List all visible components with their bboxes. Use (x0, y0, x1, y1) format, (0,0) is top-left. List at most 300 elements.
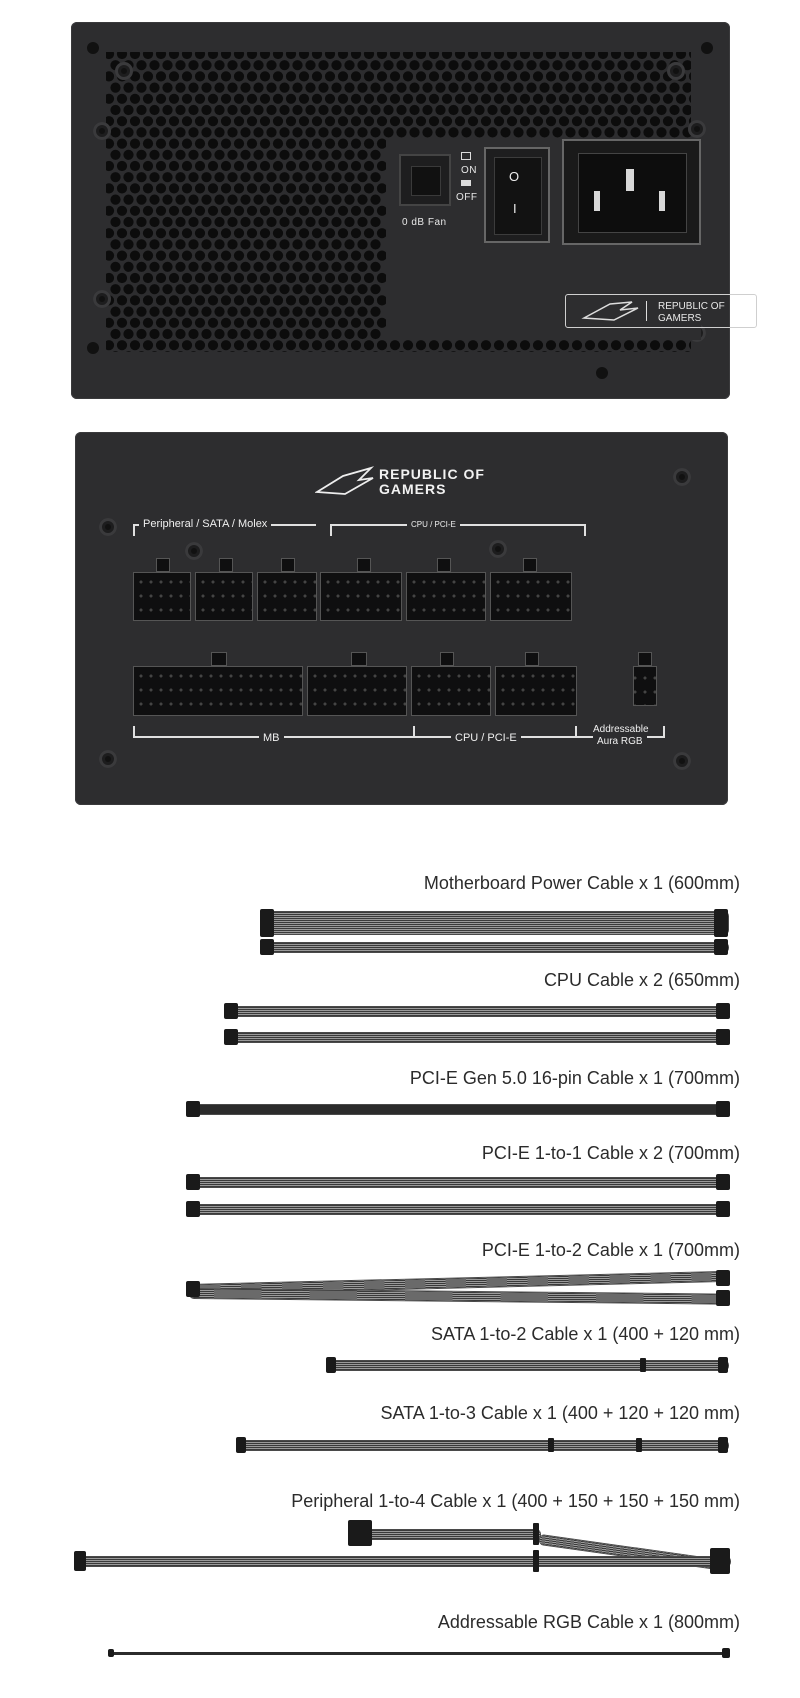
vent-hole (520, 49, 530, 59)
vent-hole (721, 374, 730, 384)
cpu-pcie-port-2[interactable] (406, 572, 486, 621)
vent-hole (214, 284, 224, 294)
vent-hole (253, 172, 263, 182)
vent-hole (240, 105, 250, 115)
vent-hole (559, 94, 569, 104)
vent-hole (422, 351, 432, 361)
vent-hole (234, 295, 244, 305)
vent-hole (286, 183, 296, 193)
connector-latch (357, 558, 371, 572)
vent-hole (247, 161, 257, 171)
badge-brand-line2: GAMERS (658, 313, 702, 324)
vent-hole (513, 127, 523, 137)
vent-hole (487, 127, 497, 137)
vent-hole (149, 307, 159, 317)
vent-hole (182, 340, 192, 350)
vent-hole (318, 239, 328, 249)
connector-latch (156, 558, 170, 572)
vent-hole (494, 94, 504, 104)
vent-hole (338, 228, 348, 238)
vent-hole (513, 105, 523, 115)
vent-hole (299, 251, 309, 261)
vent-hole (663, 49, 673, 59)
vent-hole (273, 183, 283, 193)
vent-hole (266, 83, 276, 93)
vent-hole (195, 71, 205, 81)
vent-hole (156, 206, 166, 216)
vent-hole (364, 340, 374, 350)
vent-hole (611, 340, 621, 350)
vent-hole (162, 83, 172, 93)
vent-hole (318, 150, 328, 160)
argb-port[interactable] (633, 666, 657, 706)
vent-hole (123, 374, 133, 384)
vent-hole (240, 60, 250, 70)
vent-hole (143, 49, 153, 59)
inlet-pin (659, 191, 665, 211)
vent-hole (234, 139, 244, 149)
vent-hole (253, 195, 263, 205)
vent-hole (299, 363, 309, 373)
vent-hole (266, 329, 276, 339)
ac-power-inlet[interactable] (562, 139, 701, 245)
vent-hole (338, 161, 348, 171)
vent-hole (279, 284, 289, 294)
vent-hole (260, 49, 270, 59)
vent-hole (286, 295, 296, 305)
vent-hole (162, 262, 172, 272)
vent-hole (162, 374, 172, 384)
vent-hole (279, 83, 289, 93)
vent-hole (416, 94, 426, 104)
vent-hole (370, 172, 380, 182)
vent-hole (305, 83, 315, 93)
vent-hole (396, 105, 406, 115)
vent-hole (156, 295, 166, 305)
mb-port-1[interactable] (133, 666, 303, 716)
vent-hole (214, 60, 224, 70)
vent-hole (208, 71, 218, 81)
vent-hole (526, 374, 536, 384)
vent-hole (240, 262, 250, 272)
vent-hole (546, 340, 556, 350)
vent-hole (461, 83, 471, 93)
vent-hole (351, 295, 361, 305)
vent-hole (195, 116, 205, 126)
vent-hole (201, 150, 211, 160)
vent-hole (403, 71, 413, 81)
vent-hole (299, 116, 309, 126)
vent-hole (227, 150, 237, 160)
vent-hole (617, 127, 627, 137)
vent-hole (331, 374, 341, 384)
vent-hole (546, 94, 556, 104)
peripheral-port-1[interactable] (133, 572, 191, 621)
vent-hole (117, 49, 127, 59)
vent-hole (325, 49, 335, 59)
vent-hole (253, 239, 263, 249)
vent-hole (656, 127, 666, 137)
screw-icon (667, 62, 685, 80)
vent-hole (370, 217, 380, 227)
vent-hole (676, 363, 686, 373)
vent-hole (689, 49, 699, 59)
vent-hole (357, 239, 367, 249)
vent-hole (188, 60, 198, 70)
vent-hole (292, 127, 302, 137)
vent-hole (331, 105, 341, 115)
vent-hole (669, 374, 679, 384)
vent-hole (214, 262, 224, 272)
vent-hole (370, 374, 380, 384)
vent-hole (117, 94, 127, 104)
vent-hole (695, 105, 705, 115)
power-off-symbol: I (513, 201, 517, 216)
vent-hole (611, 116, 621, 126)
mount-hole (596, 367, 608, 379)
vent-hole (461, 127, 471, 137)
vent-hole (539, 351, 549, 361)
vent-hole (221, 49, 231, 59)
vent-hole (468, 49, 478, 59)
vent-hole (169, 71, 179, 81)
vent-hole (585, 49, 595, 59)
connector-latch (525, 652, 539, 666)
cpu-pcie-port-1[interactable] (320, 572, 402, 621)
vent-hole (468, 94, 478, 104)
cable-cpu-1 (228, 1007, 726, 1016)
vent-hole (247, 228, 257, 238)
vent-hole (182, 295, 192, 305)
vent-hole (338, 318, 348, 328)
vent-hole (149, 60, 159, 70)
vent-hole (182, 139, 192, 149)
vent-hole (461, 60, 471, 70)
cable-motherboard-2 (266, 943, 728, 952)
vent-hole (123, 83, 133, 93)
vent-hole (266, 60, 276, 70)
vent-hole (221, 273, 231, 283)
power-switch[interactable] (484, 147, 550, 243)
vent-hole (227, 172, 237, 182)
vent-hole (266, 195, 276, 205)
vent-hole (461, 351, 471, 361)
vent-hole (682, 105, 692, 115)
peripheral-port-2[interactable] (195, 572, 253, 621)
cable-pcie-gen5 (190, 1105, 726, 1114)
vent-hole (643, 374, 653, 384)
vent-hole (149, 262, 159, 272)
vent-hole (650, 49, 660, 59)
vent-hole (663, 340, 673, 350)
vent-hole (247, 183, 257, 193)
brand-line1: REPUBLIC OF (379, 466, 485, 482)
vent-hole (162, 307, 172, 317)
vent-hole (110, 284, 120, 294)
vent-hole (305, 172, 315, 182)
vent-hole (708, 351, 718, 361)
vent-hole (234, 363, 244, 373)
vent-hole (273, 340, 283, 350)
vent-hole (292, 262, 302, 272)
cable-pcie-1to1-2 (190, 1205, 726, 1214)
vent-hole (260, 139, 270, 149)
vent-hole (188, 217, 198, 227)
vent-hole (442, 94, 452, 104)
vent-hole (182, 206, 192, 216)
vent-hole (292, 217, 302, 227)
pcie-16pin-port[interactable] (490, 572, 572, 621)
vent-hole (552, 83, 562, 93)
connector-latch (523, 558, 537, 572)
vent-hole (416, 363, 426, 373)
vent-hole (182, 318, 192, 328)
vent-hole (474, 374, 484, 384)
vent-hole (338, 94, 348, 104)
zero-db-fan-button[interactable] (399, 154, 451, 206)
vent-hole (201, 262, 211, 272)
brand-line2: GAMERS (379, 481, 447, 497)
vent-hole (130, 94, 140, 104)
vent-hole (637, 363, 647, 373)
vent-hole (305, 195, 315, 205)
vent-hole (260, 363, 270, 373)
vent-hole (110, 150, 120, 160)
vent-hole (572, 49, 582, 59)
vent-hole (117, 161, 127, 171)
vent-hole (279, 195, 289, 205)
vent-hole (507, 94, 517, 104)
vent-hole (351, 206, 361, 216)
vent-hole (214, 374, 224, 384)
screw-icon (99, 518, 117, 536)
vent-hole (487, 83, 497, 93)
vent-hole (312, 116, 322, 126)
vent-hole (221, 318, 231, 328)
vent-hole (305, 105, 315, 115)
mount-hole (87, 342, 99, 354)
vent-hole (565, 127, 575, 137)
vent-hole (175, 374, 185, 384)
vent-hole (123, 351, 133, 361)
vent-hole (227, 374, 237, 384)
vent-hole (370, 284, 380, 294)
vent-hole (182, 161, 192, 171)
vent-hole (292, 195, 302, 205)
vent-hole (136, 105, 146, 115)
vent-hole (292, 284, 302, 294)
vent-hole (305, 374, 315, 384)
vent-hole (331, 239, 341, 249)
connector-plug (716, 1101, 730, 1117)
vent-hole (208, 228, 218, 238)
vent-hole (175, 329, 185, 339)
vent-hole (578, 374, 588, 384)
vent-hole (318, 60, 328, 70)
vent-hole (156, 228, 166, 238)
vent-hole (201, 329, 211, 339)
vent-hole (305, 217, 315, 227)
mb-port-2[interactable] (307, 666, 407, 716)
vent-hole (559, 71, 569, 81)
vent-hole (136, 262, 146, 272)
connector-plug (348, 1520, 372, 1546)
power-on-symbol: O (509, 169, 520, 184)
vent-hole (695, 83, 705, 93)
vent-hole (110, 307, 120, 317)
vent-hole (552, 105, 562, 115)
vent-hole (162, 105, 172, 115)
cable-sata-1to2 (330, 1361, 728, 1370)
vent-hole (715, 363, 725, 373)
vent-hole (715, 71, 725, 81)
vent-hole (533, 116, 543, 126)
vent-hole (227, 351, 237, 361)
vent-hole (331, 217, 341, 227)
vent-hole (338, 183, 348, 193)
vent-hole (624, 71, 634, 81)
vent-hole (351, 71, 361, 81)
vent-hole (188, 83, 198, 93)
vent-hole (279, 127, 289, 137)
vent-hole (617, 105, 627, 115)
vent-hole (247, 273, 257, 283)
vent-hole (331, 150, 341, 160)
vent-hole (624, 49, 634, 59)
vent-hole (117, 116, 127, 126)
vent-hole (481, 116, 491, 126)
vent-hole (572, 94, 582, 104)
vent-hole (325, 161, 335, 171)
vent-hole (195, 206, 205, 216)
vent-hole (656, 105, 666, 115)
vent-hole (318, 284, 328, 294)
vent-hole (260, 295, 270, 305)
vent-hole (247, 251, 257, 261)
vent-hole (533, 49, 543, 59)
vent-hole (221, 295, 231, 305)
vent-hole (273, 139, 283, 149)
vent-hole (312, 318, 322, 328)
vent-hole (175, 195, 185, 205)
vent-hole (156, 318, 166, 328)
screw-icon (489, 540, 507, 558)
vent-hole (286, 94, 296, 104)
vent-hole (299, 183, 309, 193)
vent-hole (409, 127, 419, 137)
vent-hole (149, 329, 159, 339)
vent-hole (565, 351, 575, 361)
vent-hole (110, 239, 120, 249)
vent-hole (292, 150, 302, 160)
vent-hole (669, 127, 679, 137)
connector-plug (260, 909, 274, 937)
vent-hole (175, 284, 185, 294)
vent-hole (630, 374, 640, 384)
vent-hole (637, 49, 647, 59)
vent-hole (292, 307, 302, 317)
vent-hole (130, 206, 140, 216)
vent-hole (318, 83, 328, 93)
vent-hole (682, 351, 692, 361)
vent-hole (195, 94, 205, 104)
vent-hole (364, 318, 374, 328)
connector-plug (186, 1101, 200, 1117)
vent-hole (182, 183, 192, 193)
connector-plug (186, 1201, 200, 1217)
vent-hole (708, 60, 718, 70)
vent-hole (377, 363, 387, 373)
vent-hole (494, 340, 504, 350)
vent-hole (227, 239, 237, 249)
vent-hole (253, 262, 263, 272)
vent-hole (650, 116, 660, 126)
vent-hole (292, 83, 302, 93)
vent-hole (110, 217, 120, 227)
vent-hole (637, 94, 647, 104)
vent-hole (201, 307, 211, 317)
vent-hole (149, 217, 159, 227)
vent-hole (201, 172, 211, 182)
vent-hole (637, 71, 647, 81)
vent-hole (344, 374, 354, 384)
label-mb: MB (259, 732, 284, 744)
vent-hole (130, 340, 140, 350)
vent-hole (299, 273, 309, 283)
vent-hole (175, 150, 185, 160)
vent-hole (292, 60, 302, 70)
vent-hole (455, 94, 465, 104)
vent-hole (136, 351, 146, 361)
vent-hole (526, 83, 536, 93)
vent-hole (201, 284, 211, 294)
vent-hole (624, 116, 634, 126)
vent-hole (143, 71, 153, 81)
cpu-pcie-port-3[interactable] (411, 666, 491, 716)
vent-hole (143, 161, 153, 171)
vent-hole (578, 60, 588, 70)
vent-hole (117, 295, 127, 305)
vent-hole (630, 83, 640, 93)
vent-hole (299, 295, 309, 305)
vent-hole (279, 262, 289, 272)
vent-hole (442, 49, 452, 59)
vent-hole (182, 273, 192, 283)
vent-hole (247, 318, 257, 328)
vent-hole (331, 195, 341, 205)
badge-divider (646, 301, 647, 321)
vent-hole (364, 363, 374, 373)
vent-hole (234, 94, 244, 104)
peripheral-port-3[interactable] (257, 572, 317, 621)
vent-hole (201, 374, 211, 384)
cpu-pcie-port-4[interactable] (495, 666, 577, 716)
vent-hole (390, 49, 400, 59)
vent-hole (715, 49, 725, 59)
vent-hole (201, 127, 211, 137)
connector-plug (710, 1548, 730, 1574)
connector-plug (224, 1029, 238, 1045)
vent-hole (253, 127, 263, 137)
vent-hole (591, 127, 601, 137)
vent-hole (156, 340, 166, 350)
vent-hole (513, 351, 523, 361)
vent-hole (208, 318, 218, 328)
vent-hole (149, 284, 159, 294)
vent-hole (500, 105, 510, 115)
vent-hole (130, 251, 140, 261)
vent-hole (273, 49, 283, 59)
